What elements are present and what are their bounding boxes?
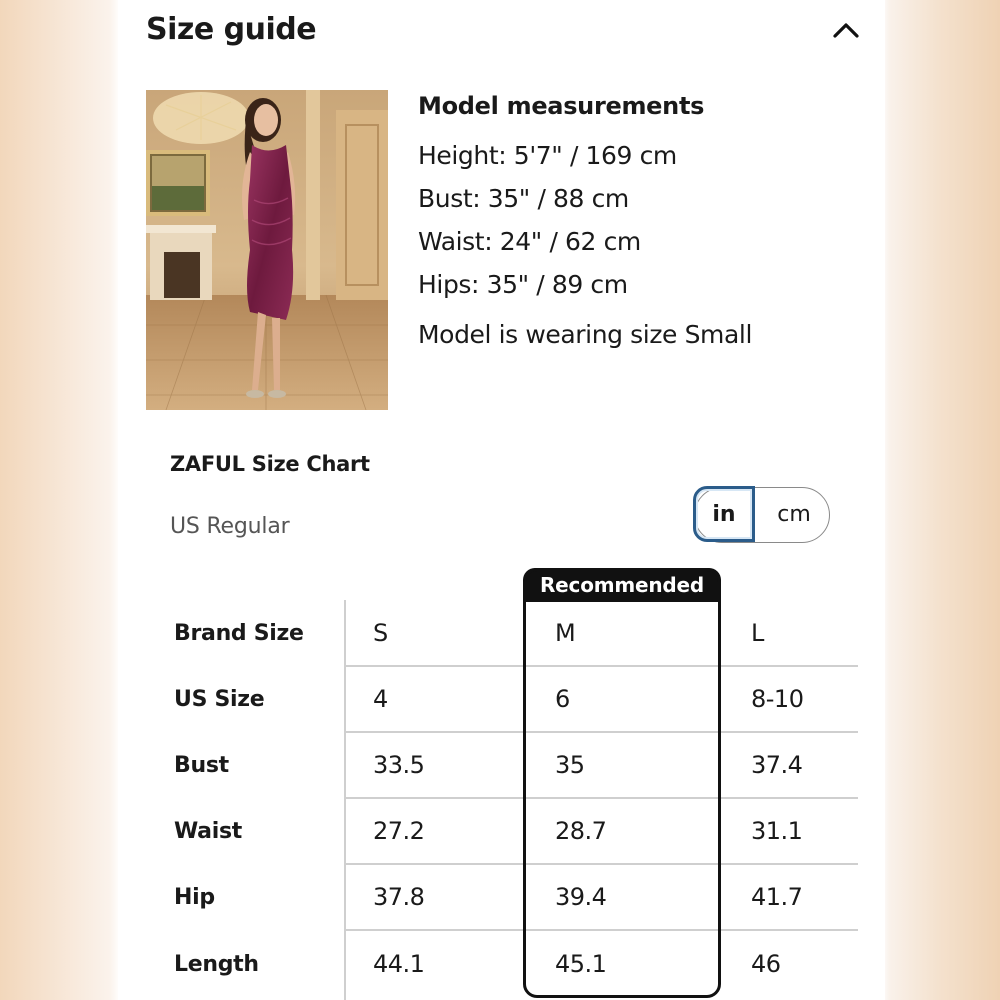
- size-chart-title: ZAFUL Size Chart: [170, 452, 370, 476]
- model-size-note: Model is wearing size Small: [418, 320, 753, 349]
- unit-in-button[interactable]: in: [693, 486, 755, 542]
- row-label-us-size: US Size: [174, 686, 265, 712]
- table-cell: 27.2: [373, 817, 425, 845]
- table-cell: L: [751, 619, 764, 647]
- table-cell: 37.8: [373, 883, 425, 911]
- table-cell: 6: [555, 685, 570, 713]
- table-cell: 39.4: [555, 883, 607, 911]
- table-cell: S: [373, 619, 388, 647]
- table-divider: [344, 600, 346, 1000]
- row-label-length: Length: [174, 951, 259, 977]
- model-photo: [146, 90, 388, 410]
- model-measurements-title: Model measurements: [418, 92, 705, 120]
- row-label-brand-size: Brand Size: [174, 620, 304, 646]
- size-table: [158, 573, 858, 1000]
- table-cell: 31.1: [751, 817, 803, 845]
- table-cell: 8-10: [751, 685, 804, 713]
- model-height: Height: 5'7" / 169 cm: [418, 141, 677, 170]
- model-bust: Bust: 35" / 88 cm: [418, 184, 629, 213]
- row-label-hip: Hip: [174, 884, 215, 910]
- table-cell: 4: [373, 685, 388, 713]
- model-waist: Waist: 24" / 62 cm: [418, 227, 641, 256]
- table-cell: 44.1: [373, 950, 425, 978]
- table-cell: 41.7: [751, 883, 803, 911]
- chevron-up-icon: [833, 22, 859, 38]
- model-measurements: [418, 92, 858, 349]
- model-hips: Hips: 35" / 89 cm: [418, 270, 628, 299]
- table-cell: 35: [555, 751, 585, 779]
- table-cell: M: [555, 619, 576, 647]
- collapse-button[interactable]: [828, 14, 864, 46]
- page-title: Size guide: [146, 12, 317, 47]
- unit-cm-button[interactable]: cm: [777, 501, 811, 527]
- table-cell: 33.5: [373, 751, 425, 779]
- row-label-waist: Waist: [174, 818, 242, 844]
- table-cell: 45.1: [555, 950, 607, 978]
- size-region: US Regular: [170, 514, 290, 539]
- table-cell: 28.7: [555, 817, 607, 845]
- recommended-column-highlight: [523, 568, 721, 998]
- table-cell: 46: [751, 950, 781, 978]
- unit-toggle: [694, 487, 830, 543]
- table-cell: 37.4: [751, 751, 803, 779]
- size-guide-panel: [118, 0, 885, 1000]
- row-label-bust: Bust: [174, 752, 229, 778]
- recommended-badge: Recommended: [523, 568, 721, 602]
